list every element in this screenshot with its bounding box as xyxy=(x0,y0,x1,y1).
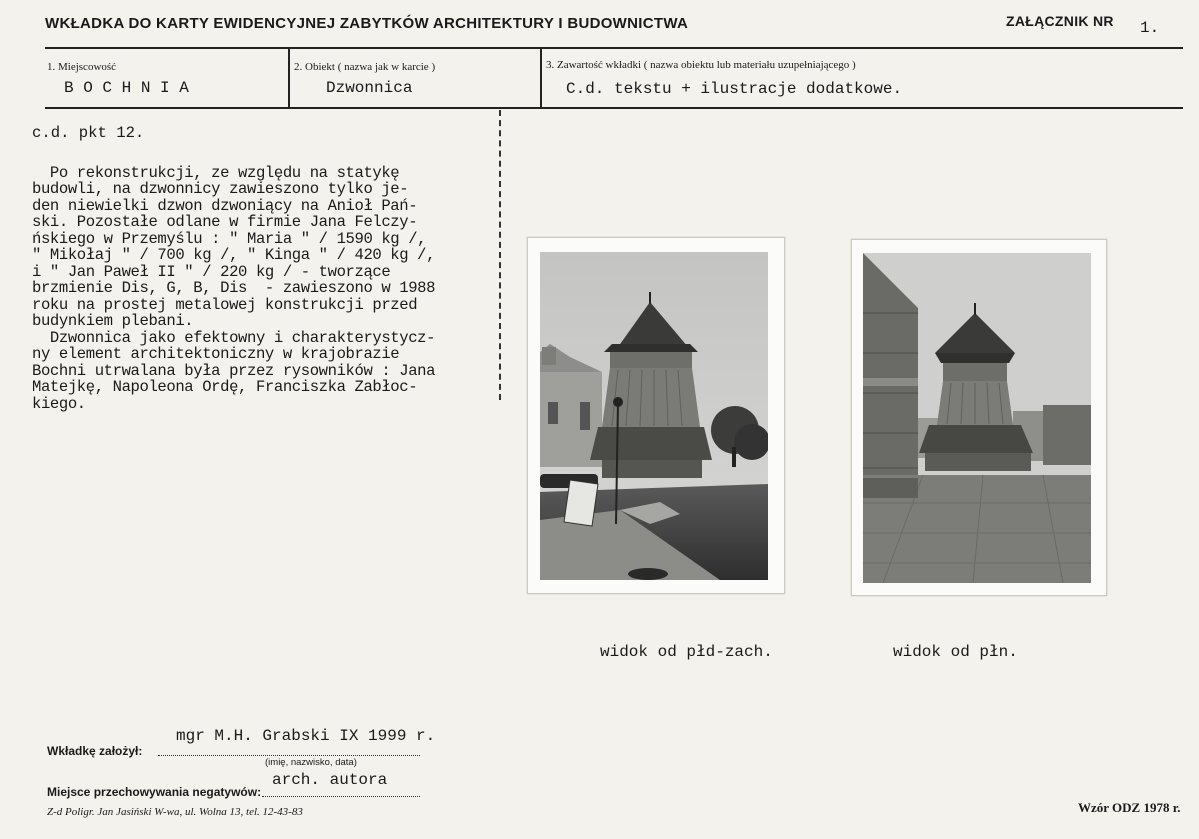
photo-southwest xyxy=(540,252,768,580)
author-typed: mgr M.H. Grabski IX 1999 r. xyxy=(176,727,436,745)
body-line: Po rekonstrukcji, ze względu na statykę xyxy=(32,163,400,182)
storage-typed: arch. autora xyxy=(272,771,388,789)
object-label: 2. Obiekt ( nazwa jak w karcie ) xyxy=(294,61,436,73)
content-value: C.d. tekstu + ilustracje dodatkowe. xyxy=(566,80,903,98)
locality-value: B O C H N I A xyxy=(64,79,189,97)
form-code: Wzór ODZ 1978 r. xyxy=(1078,800,1181,815)
body-line: roku na prostej metalowej konstrukcji przed xyxy=(32,295,418,314)
body-line: Dzwonnica jako efektowny i charakterystycz- xyxy=(32,328,436,347)
body-line: " Mikołaj " / 700 kg /, " Kinga " / 420 kg /, xyxy=(32,246,436,264)
body-line: budynkiem plebani. xyxy=(32,312,194,330)
storage-dotted-line xyxy=(262,796,420,797)
body-line: i " Jan Paweł II " / 220 kg / - tworzące xyxy=(32,262,391,281)
body-text xyxy=(32,148,502,429)
body-line: brzmienie Dis, G, B, Dis - zawieszono w 1988 xyxy=(32,279,436,297)
object-value: Dzwonnica xyxy=(326,79,413,97)
photo-frame-north xyxy=(851,239,1107,596)
body-line: ńskiego w Przemyślu : " Maria " / 1590 kg /, xyxy=(32,229,427,248)
form-title: WKŁADKA DO KARTY EWIDENCYJNEJ ZABYTKÓW ARCHITEKTURY I BUDOWNICTWA xyxy=(45,15,689,32)
field-divider-2 xyxy=(540,48,542,108)
header-rule-bottom xyxy=(45,107,1183,109)
body-line: ski. Pozostałe odlane w firmie Jana Felczy- xyxy=(32,213,418,231)
header-rule-top xyxy=(45,47,1183,49)
body-line: Bochni utrwalana była przez rysowników : Jana xyxy=(32,361,436,380)
continuation-heading: c.d. pkt 12. xyxy=(32,124,145,142)
caption-photo-southwest: widok od płd-zach. xyxy=(600,643,773,661)
attachment-label: ZAŁĄCZNIK NR xyxy=(1006,13,1114,29)
photo-north xyxy=(863,253,1091,583)
field-divider-1 xyxy=(288,48,290,108)
locality-label: 1. Miejscowość xyxy=(47,61,117,73)
printer-imprint: Z-d Poligr. Jan Jasiński W-wa, ul. Wolna 13, tel. 12-43-83 xyxy=(47,806,303,818)
caption-photo-north: widok od płn. xyxy=(893,643,1018,661)
body-line: den niewielki dzwon dzwoniący na Anioł Pań- xyxy=(32,196,418,215)
body-line: budowli, na dzwonnicy zawieszono tylko je- xyxy=(32,180,409,198)
storage-label: Miejsce przechowywania negatywów: xyxy=(47,785,262,799)
attachment-number: 1. xyxy=(1140,19,1160,37)
body-line: ny element architektoniczny w krajobrazie xyxy=(32,345,400,363)
founder-sublabel: (imię, nazwisko, data) xyxy=(265,757,357,768)
body-line: kiego. xyxy=(32,394,86,413)
photo-frame-southwest xyxy=(527,237,785,594)
body-line: Matejkę, Napoleona Ordę, Franciszka Zabłoc- xyxy=(32,378,418,396)
founder-label: Wkładkę założył: xyxy=(47,744,143,758)
founder-dotted-line xyxy=(158,755,420,756)
content-label: 3. Zawartość wkładki ( nazwa obiektu lub materiału uzupełniającego ) xyxy=(546,59,856,71)
belfry-photo-southwest-image xyxy=(540,252,768,580)
belfry-photo-north-image xyxy=(863,253,1091,583)
